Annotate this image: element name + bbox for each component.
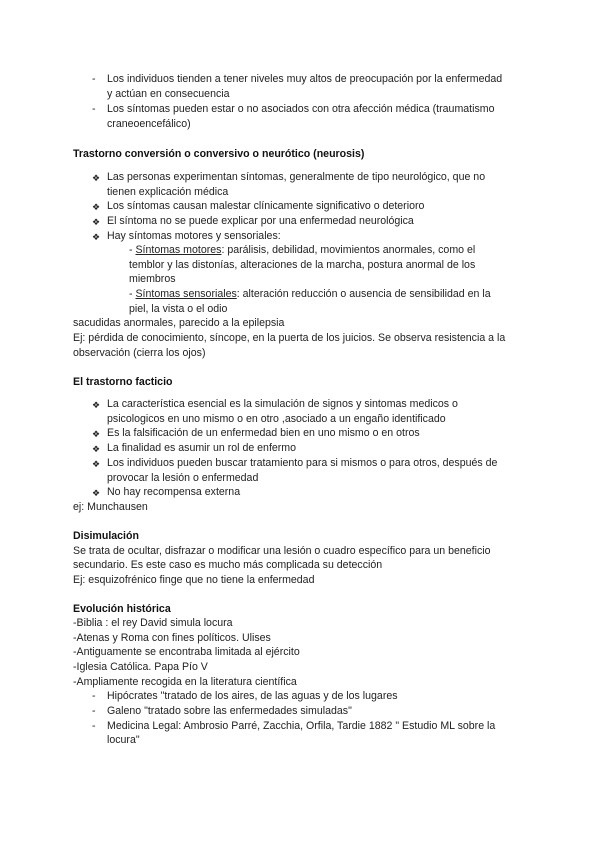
- diamond-bullet-icon: ❖: [92, 444, 101, 454]
- body-line: -Antiguamente se encontraba limitada al ejército: [73, 646, 300, 658]
- bullet-line: Es la falsificación de un enfermedad bien en uno mismo o en otros: [107, 427, 420, 439]
- diamond-bullet-icon: ❖: [92, 429, 101, 439]
- sub-line: piel, la vista o el odio: [129, 303, 228, 315]
- diamond-bullet-icon: ❖: [92, 173, 101, 183]
- body-line: sacudidas anormales, parecido a la epilepsia: [73, 317, 285, 329]
- diamond-bullet-icon: ❖: [92, 488, 101, 498]
- bullet-line: El síntoma no se puede explicar por una enfermedad neurológica: [107, 215, 414, 227]
- sub-line: miembros: [129, 273, 176, 285]
- dash-marker: -: [92, 73, 96, 85]
- bullet-line: Los individuos pueden buscar tratamiento para si mismos o para otros, después de: [107, 457, 498, 469]
- motor-symptoms-line: - Síntomas motores: parálisis, debilidad, movimientos anormales, como el: [129, 244, 476, 256]
- bullet-line: Los síntomas causan malestar clínicamente significativo o deterioro: [107, 200, 425, 212]
- dash-marker: -: [92, 103, 96, 115]
- list-item-line: Medicina Legal: Ambrosio Parré, Zacchia, Orfila, Tardie 1882 " Estudio ML sobre la: [107, 720, 496, 732]
- section-heading-disimulacion: Disimulación: [73, 530, 139, 542]
- bullet-line: Hay síntomas motores y sensoriales:: [107, 230, 281, 242]
- diamond-bullet-icon: ❖: [92, 202, 101, 212]
- list-item-line: Los individuos tienden a tener niveles muy altos de preocupación por la enfermedad: [107, 73, 503, 85]
- body-line: observación (cierra los ojos): [73, 347, 206, 359]
- diamond-bullet-icon: ❖: [92, 459, 101, 469]
- dash-marker: -: [92, 720, 96, 732]
- example-line: ej: Munchausen: [73, 501, 148, 513]
- bullet-line: La finalidad es asumir un rol de enfermo: [107, 442, 297, 454]
- motor-symptoms-label: Síntomas motores: [135, 244, 222, 256]
- body-line: -Iglesia Católica. Papa Pío V: [73, 661, 208, 673]
- body-line: Ej: esquizofrénico finge que no tiene la enfermedad: [73, 574, 315, 586]
- bullet-line: La característica esencial es la simulación de signos y sintomas medicos o: [107, 398, 458, 410]
- sensory-symptoms-label: Síntomas sensoriales: [135, 288, 237, 300]
- diamond-bullet-icon: ❖: [92, 400, 101, 410]
- bullet-line: provocar la lesión o enfermedad: [107, 472, 259, 484]
- body-line: Se trata de ocultar, disfrazar o modificar una lesión o cuadro específico para un beneficio: [73, 545, 491, 557]
- body-line: -Biblia : el rey David simula locura: [73, 617, 233, 629]
- body-line: -Atenas y Roma con fines políticos. Ulises: [73, 632, 271, 644]
- list-item-line: Galeno "tratado sobre las enfermedades simuladas": [107, 705, 352, 717]
- section-heading-facticio: El trastorno facticio: [73, 376, 173, 388]
- body-line: -Ampliamente recogida en la literatura científica: [73, 676, 297, 688]
- list-item-line: y actúan en consecuencia: [107, 88, 230, 100]
- section-heading-conversion: Trastorno conversión o conversivo o neurótico (neurosis): [73, 148, 365, 160]
- sensory-symptoms-line: - Síntomas sensoriales: alteración reducción o ausencia de sensibilidad en la: [129, 288, 491, 300]
- list-item-line: locura": [107, 734, 140, 746]
- bullet-line: tienen explicación médica: [107, 186, 229, 198]
- section-heading-evolucion: Evolución histórica: [73, 603, 171, 615]
- list-item-line: Los síntomas pueden estar o no asociados con otra afección médica (traumatismo: [107, 103, 495, 115]
- body-line: Ej: pérdida de conocimiento, síncope, en la puerta de los juicios. Se observa resistencia a la: [73, 332, 506, 344]
- bullet-line: No hay recompensa externa: [107, 486, 241, 498]
- diamond-bullet-icon: ❖: [92, 217, 101, 227]
- sub-line: temblor y las distonías, alteraciones de la marcha, postura anormal de los: [129, 259, 476, 271]
- diamond-bullet-icon: ❖: [92, 232, 101, 242]
- list-item-line: craneoencefálico): [107, 118, 191, 130]
- bullet-line: Las personas experimentan síntomas, generalmente de tipo neurológico, que no: [107, 171, 486, 183]
- dash-marker: -: [92, 690, 96, 702]
- bullet-line: psicologicos en uno mismo o en otro ,asociado a un engaño identificado: [107, 413, 446, 425]
- body-line: secundario. Es este caso es mucho más complicada su detección: [73, 559, 383, 571]
- list-item-line: Hipócrates "tratado de los aires, de las aguas y de los lugares: [107, 690, 398, 702]
- dash-marker: -: [92, 705, 96, 717]
